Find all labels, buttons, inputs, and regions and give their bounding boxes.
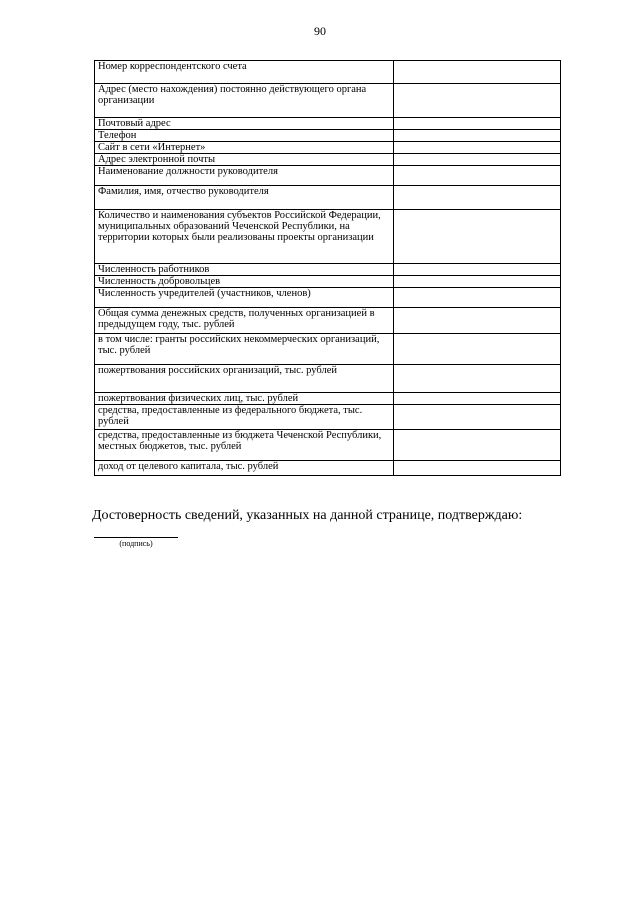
signature-line bbox=[94, 537, 178, 538]
page-number: 90 bbox=[314, 24, 326, 38]
row-value bbox=[394, 276, 561, 288]
table-row bbox=[95, 84, 561, 118]
table-row bbox=[95, 264, 561, 276]
table-row bbox=[95, 365, 561, 393]
row-label: Численность добровольцев bbox=[95, 276, 394, 288]
table-row bbox=[95, 393, 561, 405]
row-value bbox=[394, 130, 561, 142]
row-label: Адрес электронной почты bbox=[95, 154, 394, 166]
row-label: в том числе: гранты российских некоммерческих организаций, тыс. рублей bbox=[95, 334, 394, 365]
table-row bbox=[95, 130, 561, 142]
confirmation-statement: Достоверность сведений, указанных на данной странице, подтверждаю: bbox=[92, 508, 523, 523]
row-label: Наименование должности руководителя bbox=[95, 166, 394, 186]
row-value bbox=[394, 365, 561, 393]
row-label: средства, предоставленные из бюджета Чеченской Республики, местных бюджетов, тыс. рублей bbox=[95, 430, 394, 461]
row-label: пожертвования российских организаций, тыс. рублей bbox=[95, 365, 394, 393]
table-row bbox=[95, 276, 561, 288]
row-value bbox=[394, 405, 561, 430]
row-label: Сайт в сети «Интернет» bbox=[95, 142, 394, 154]
row-value bbox=[394, 186, 561, 210]
signature-caption: (подпись) bbox=[119, 539, 153, 548]
table-row bbox=[95, 166, 561, 186]
table-row bbox=[95, 210, 561, 264]
row-label: Численность работников bbox=[95, 264, 394, 276]
row-label: средства, предоставленные из федерального бюджета, тыс. рублей bbox=[95, 405, 394, 430]
organization-info-table bbox=[94, 60, 561, 476]
row-value bbox=[394, 461, 561, 476]
row-label: пожертвования физических лиц, тыс. рублей bbox=[95, 393, 394, 405]
table-row bbox=[95, 118, 561, 130]
row-label: Общая сумма денежных средств, полученных организацией в предыдущем году, тыс. рублей bbox=[95, 308, 394, 334]
table-row bbox=[95, 461, 561, 476]
row-label: Почтовый адрес bbox=[95, 118, 394, 130]
row-value bbox=[394, 84, 561, 118]
table-row bbox=[95, 186, 561, 210]
row-label: Номер корреспондентского счета bbox=[95, 61, 394, 84]
row-value bbox=[394, 154, 561, 166]
table-row bbox=[95, 405, 561, 430]
row-label: Фамилия, имя, отчество руководителя bbox=[95, 186, 394, 210]
table-row bbox=[95, 288, 561, 308]
row-value bbox=[394, 393, 561, 405]
row-value bbox=[394, 334, 561, 365]
table-row bbox=[95, 430, 561, 461]
table-row bbox=[95, 142, 561, 154]
row-value bbox=[394, 308, 561, 334]
table-row bbox=[95, 61, 561, 84]
row-value bbox=[394, 142, 561, 154]
row-label: доход от целевого капитала, тыс. рублей bbox=[95, 461, 394, 476]
row-label: Адрес (место нахождения) постоянно действующего органа организации bbox=[95, 84, 394, 118]
row-value bbox=[394, 264, 561, 276]
row-label: Количество и наименования субъектов Российской Федерации, муниципальных образований Чеченской Республики, на территории которых были реализованы проекты организации bbox=[95, 210, 394, 264]
table-row bbox=[95, 308, 561, 334]
row-value bbox=[394, 430, 561, 461]
row-value bbox=[394, 210, 561, 264]
row-value bbox=[394, 61, 561, 84]
row-value bbox=[394, 288, 561, 308]
row-label: Телефон bbox=[95, 130, 394, 142]
table-row bbox=[95, 334, 561, 365]
row-value bbox=[394, 166, 561, 186]
table-row bbox=[95, 154, 561, 166]
row-value bbox=[394, 118, 561, 130]
row-label: Численность учредителей (участников, членов) bbox=[95, 288, 394, 308]
